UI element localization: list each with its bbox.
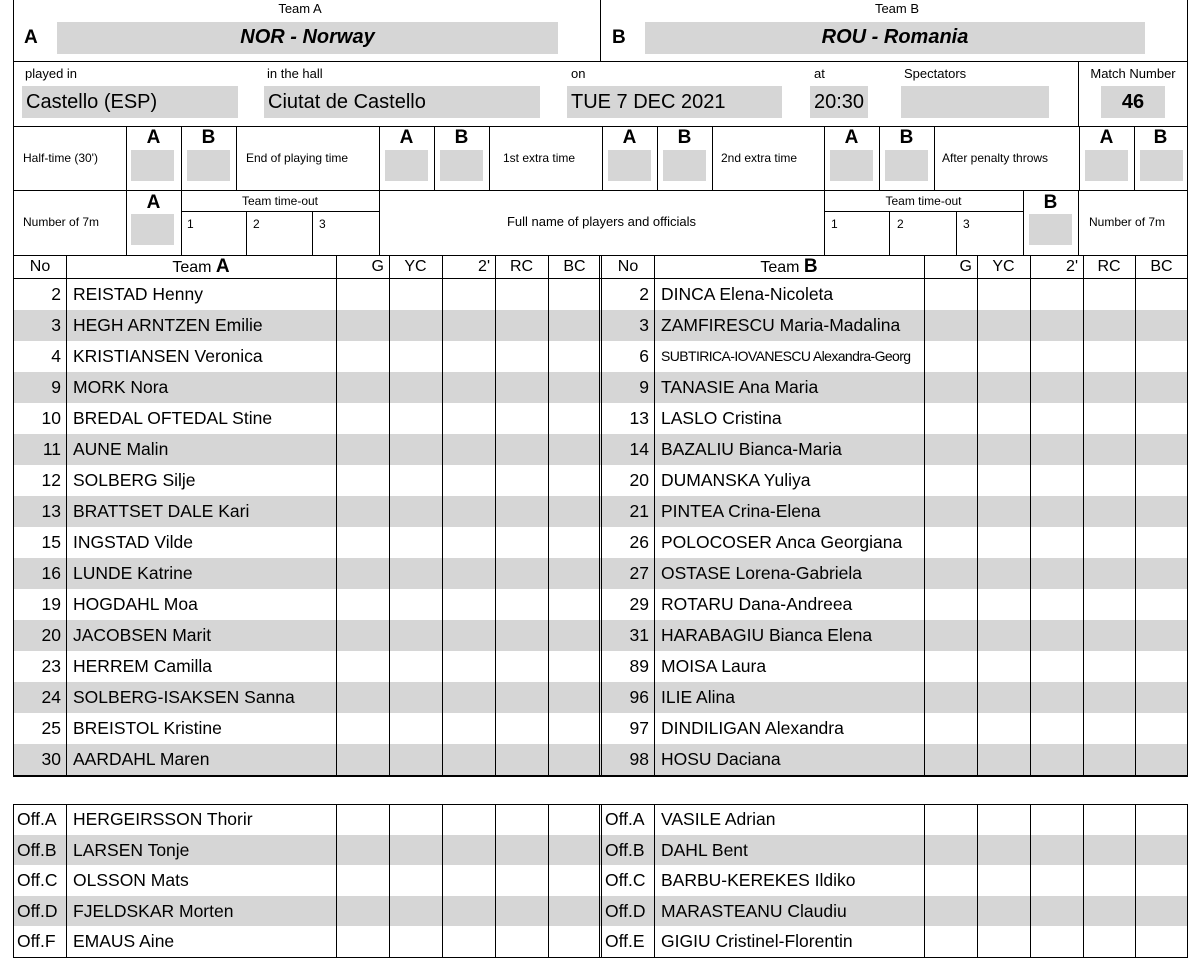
official-number: Off.B [17, 839, 57, 860]
grid-line [13, 957, 1188, 958]
grid-line [977, 804, 978, 957]
official-name: GIGIU Cristinel-Florentin [661, 931, 853, 952]
grid-line [495, 804, 496, 957]
player-name: ZAMFIRESCU Maria-Madalina [661, 315, 901, 335]
penalty-b-header: B [1153, 127, 1168, 148]
official-number: Off.F [17, 931, 56, 952]
player-number: 10 [41, 408, 61, 428]
grid-line [66, 804, 67, 957]
player-number: 13 [629, 408, 649, 428]
grid-line [1135, 804, 1136, 957]
match-number-label: Match Number [1090, 66, 1176, 81]
player-number: 14 [629, 439, 649, 459]
col-2min-b: 2' [1066, 258, 1078, 275]
player-name: INGSTAD Vilde [73, 532, 193, 552]
grid-line [1083, 804, 1084, 957]
player-number: 31 [629, 625, 649, 645]
official-number: Off.A [605, 809, 645, 829]
player-number: 3 [51, 315, 61, 335]
player-number: 9 [51, 377, 61, 397]
player-number: 98 [629, 749, 649, 769]
official-number: Off.B [605, 839, 645, 860]
grid-line [442, 255, 443, 775]
extra1-a-header: A [622, 127, 637, 148]
player-name: BREDAL OFTEDAL Stine [73, 408, 273, 428]
col-team-b-letter: B [803, 256, 818, 277]
official-name: LARSEN Tonje [73, 839, 190, 860]
full-name-label: Full name of players and officials [506, 214, 697, 229]
official-number: Off.D [17, 900, 58, 921]
grid-line [601, 804, 602, 957]
grid-line [548, 804, 549, 957]
col-yc-a: YC [404, 258, 427, 275]
halftime-a-score [131, 150, 174, 181]
player-number: 24 [41, 687, 61, 707]
spectators-label: Spectators [904, 66, 967, 81]
official-number: Off.D [605, 900, 646, 921]
player-name: DINCA Elena-Nicoleta [661, 284, 834, 304]
player-name: TANASIE Ana Maria [661, 377, 819, 397]
col-yc-b: YC [992, 258, 1015, 275]
official-number: Off.A [17, 809, 57, 829]
grid-line [389, 804, 390, 957]
grid-line [599, 255, 600, 775]
first-extra-time-label: 1st extra time [503, 151, 576, 165]
player-number: 4 [51, 346, 61, 366]
extra2-b-score [885, 150, 928, 181]
col-team-a-letter: A [215, 256, 230, 277]
player-name: JACOBSEN Marit [73, 625, 212, 645]
grid-line [924, 255, 925, 775]
official-name: OLSSON Mats [73, 870, 189, 891]
grid-line [442, 804, 443, 957]
team-timeout-label-b: Team time-out [885, 194, 962, 208]
match-number-value: 46 [1101, 86, 1165, 118]
player-number: 89 [629, 656, 649, 676]
player-number: 20 [41, 625, 61, 645]
player-number: 30 [41, 749, 61, 769]
hall-value: Ciutat de Castello [264, 86, 540, 118]
player-name: OSTASE Lorena-Gabriela [661, 563, 863, 583]
player-name: ROTARU Dana-Andreea [661, 594, 853, 614]
date-value: TUE 7 DEC 2021 [567, 86, 782, 118]
player-number: 12 [41, 470, 61, 490]
player-name: AARDAHL Maren [73, 749, 210, 769]
player-name: DINDILIGAN Alexandra [661, 718, 844, 738]
team-a-caption: Team A [278, 1, 322, 16]
col-rc-b: RC [1097, 258, 1121, 275]
grid-line [1083, 255, 1084, 775]
player-name: MOISA Laura [661, 656, 767, 676]
grid-line [601, 255, 602, 775]
end-of-playing-time-label: End of playing time [246, 151, 349, 165]
timeout-b-1: 1 [831, 217, 838, 231]
grid-line [13, 775, 1188, 777]
grid-line [1135, 255, 1136, 775]
official-name: HERGEIRSSON Thorir [73, 809, 253, 829]
penalty-a-header: A [1099, 127, 1114, 148]
grid-line [1187, 255, 1188, 775]
grid-line [13, 255, 14, 775]
col-rc-a: RC [509, 258, 534, 275]
player-number: 97 [629, 718, 649, 738]
team-timeout-label-a: Team time-out [241, 194, 319, 208]
player-name: LUNDE Katrine [73, 563, 193, 583]
official-number: Off.C [605, 870, 646, 891]
end-b-score [440, 150, 483, 181]
player-number: 2 [639, 284, 649, 304]
grid-line [654, 255, 655, 775]
player-name: BREISTOL Kristine [73, 718, 222, 738]
player-number: 29 [629, 594, 649, 614]
team-b-letter: B [612, 27, 626, 48]
player-name: HARABAGIU Bianca Elena [661, 625, 873, 645]
played-in-label: played in [25, 66, 78, 81]
official-name: BARBU-KEREKES Ildiko [661, 870, 856, 891]
team-a-name: NOR - Norway [57, 22, 558, 54]
player-number: 20 [629, 470, 649, 490]
timeout-a-3: 3 [319, 217, 326, 231]
played-in-value: Castello (ESP) [22, 86, 238, 118]
timeout-b-2: 2 [897, 217, 904, 231]
official-name: VASILE Adrian [661, 809, 776, 829]
team-b-caption: Team B [874, 1, 920, 16]
col-no-b: No [617, 258, 639, 275]
grid-line [654, 804, 655, 957]
halftime-label: Half-time (30') [23, 151, 98, 165]
penalty-b-score [1140, 150, 1183, 181]
player-name: REISTAD Henny [73, 284, 203, 304]
number-7m-label-b: Number of 7m [1089, 215, 1166, 229]
player-name: HEGH ARNTZEN Emilie [73, 315, 263, 335]
player-name: SOLBERG-ISAKSEN Sanna [73, 687, 295, 707]
col-team-b-prefix: Team [760, 259, 804, 276]
grid-line [336, 255, 337, 775]
player-name: ILIE Alina [661, 687, 735, 707]
number-7m-b-header: B [1043, 192, 1058, 213]
col-bc-a: BC [563, 258, 586, 275]
player-number: 96 [629, 687, 649, 707]
penalty-throws-label: After penalty throws [942, 151, 1049, 165]
end-a-score [385, 150, 428, 181]
col-bc-b: BC [1150, 258, 1173, 275]
hall-label: in the hall [267, 66, 323, 81]
grid-line [977, 255, 978, 775]
grid-line [1187, 804, 1188, 957]
team-b-name: ROU - Romania [645, 22, 1145, 54]
player-name: PINTEA Crina-Elena [661, 501, 821, 521]
timeout-a-2: 2 [253, 217, 260, 231]
extra2-a-score [830, 150, 873, 181]
grid-line [336, 804, 337, 957]
grid-line [66, 255, 67, 775]
spectators-value [901, 86, 1049, 118]
player-number: 16 [41, 563, 61, 583]
player-name: HOGDAHL Moa [73, 594, 198, 614]
player-number: 27 [629, 563, 649, 583]
player-name: LASLO Cristina [661, 408, 782, 428]
date-label: on [571, 66, 586, 81]
player-name: SOLBERG Silje [73, 470, 196, 490]
extra1-b-score [663, 150, 706, 181]
team-a-letter: A [24, 27, 38, 48]
official-number: Off.C [17, 870, 58, 891]
official-name: MARASTEANU Claudiu [661, 900, 847, 921]
player-number: 6 [639, 346, 649, 366]
halftime-b-header: B [201, 127, 216, 148]
grid-line [1030, 804, 1031, 957]
extra2-b-header: B [899, 127, 914, 148]
time-label: at [814, 66, 825, 81]
official-number: Off.E [605, 931, 645, 952]
timeout-a-1: 1 [187, 217, 194, 231]
number-7m-label-a: Number of 7m [23, 215, 100, 229]
player-number: 23 [41, 656, 61, 676]
official-name: EMAUS Aine [73, 931, 175, 952]
extra2-a-header: A [844, 127, 859, 148]
player-name: MORK Nora [73, 377, 169, 397]
player-number: 11 [42, 439, 61, 459]
extra1-b-header: B [677, 127, 692, 148]
timeout-b-3: 3 [963, 217, 970, 231]
player-name: KRISTIANSEN Veronica [73, 346, 263, 366]
grid-line [495, 255, 496, 775]
number-7m-a-box [131, 214, 174, 245]
player-name: AUNE Malin [73, 439, 169, 459]
end-b-header: B [454, 127, 469, 148]
second-extra-time-label: 2nd extra time [721, 151, 798, 165]
player-name: DUMANSKA Yuliya [661, 470, 811, 490]
extra1-a-score [608, 150, 651, 181]
col-no-a: No [29, 258, 51, 275]
col-team-a [66, 256, 336, 279]
player-name: HERREM Camilla [73, 656, 213, 676]
official-name: FJELDSKAR Morten [73, 900, 234, 921]
penalty-a-score [1085, 150, 1128, 181]
player-name: POLOCOSER Anca Georgiana [661, 532, 903, 552]
player-name: HOSU Daciana [661, 749, 781, 769]
player-number: 19 [41, 594, 61, 614]
grid-line [599, 804, 600, 957]
col-2min-a: 2' [478, 258, 490, 275]
player-number: 9 [639, 377, 649, 397]
number-7m-a-header: A [146, 192, 161, 213]
player-name: BAZALIU Bianca-Maria [661, 439, 842, 459]
col-team-a-prefix: Team [172, 259, 216, 276]
grid-line [924, 804, 925, 957]
player-number: 3 [639, 315, 649, 335]
col-g-b: G [959, 258, 972, 275]
official-name: DAHL Bent [661, 839, 748, 860]
col-g-a: G [371, 258, 384, 275]
end-a-header: A [399, 127, 414, 148]
player-number: 15 [41, 532, 61, 552]
player-name: SUBTIRICA-IOVANESCU Alexandra-Georg [661, 348, 911, 364]
grid-line [1030, 255, 1031, 775]
player-name: BRATTSET DALE Kari [73, 501, 250, 521]
player-number: 21 [629, 501, 649, 521]
grid-line [389, 255, 390, 775]
player-number: 26 [629, 532, 649, 552]
col-team-b [654, 256, 924, 279]
halftime-b-score [187, 150, 230, 181]
number-7m-b-box [1029, 214, 1072, 245]
grid-line [548, 255, 549, 775]
player-number: 25 [41, 718, 61, 738]
time-value: 20:30 [810, 86, 868, 118]
player-number: 2 [51, 284, 61, 304]
halftime-a-header: A [146, 127, 161, 148]
grid-line [13, 804, 14, 957]
player-number: 13 [41, 501, 61, 521]
